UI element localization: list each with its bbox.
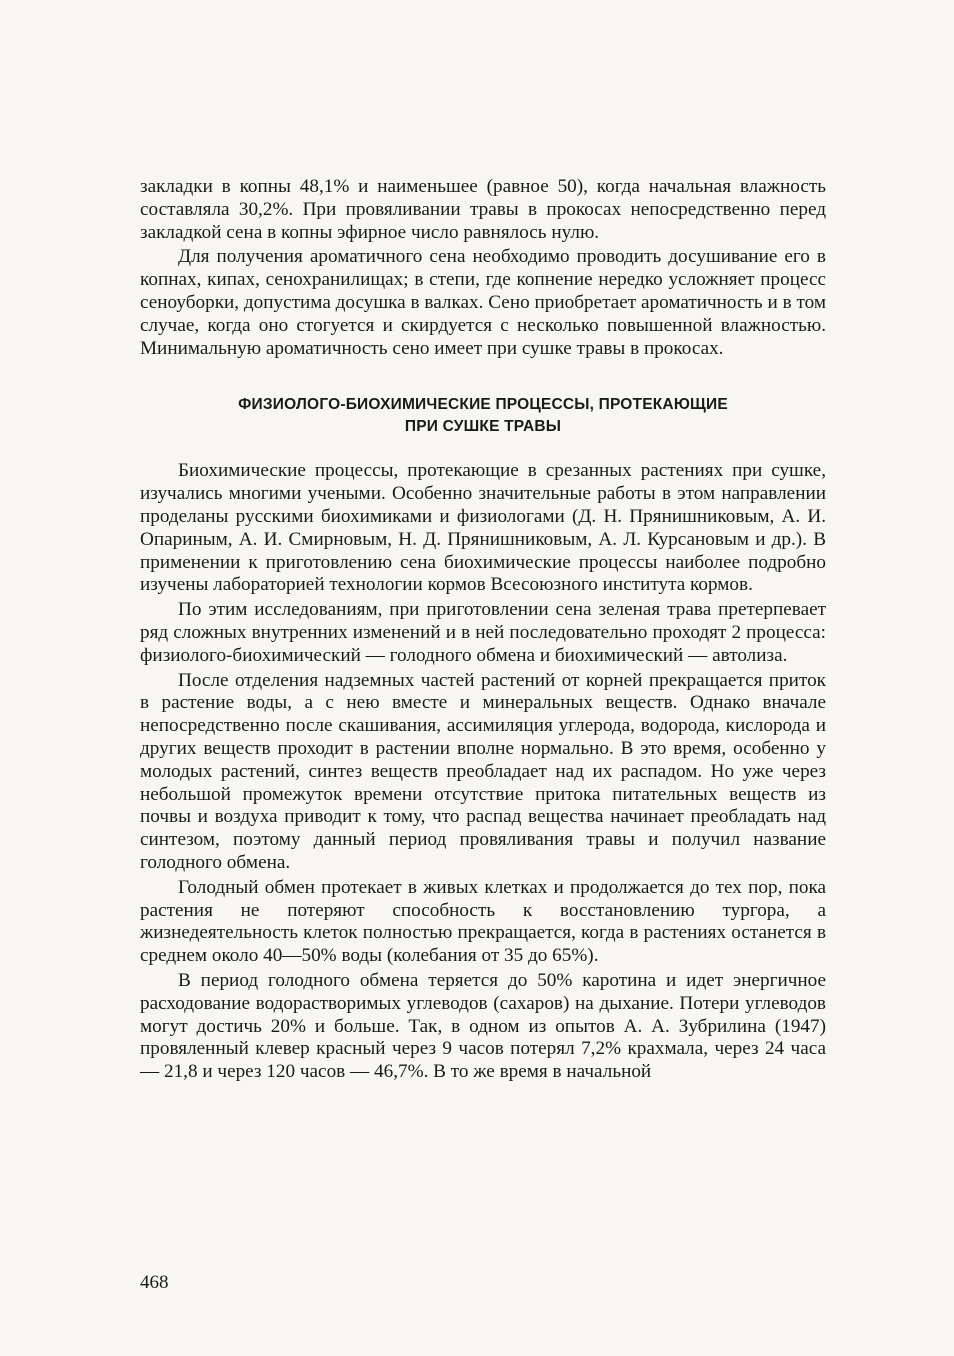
page-number: 468 <box>140 1272 169 1293</box>
section-heading <box>140 394 826 438</box>
paragraph-aromatic-hay: Для получения ароматичного сена необходимо проводить досушивание его в копнах, кипах, сенохранилищах; в степи, где копнение нередко усложняет процесс сеноуборки, допустима досушка в валках. Сено приобретает ароматичность и в том случае, когда оно стогуется и скирдуется с несколько повышенной влажностью. Минимальную ароматичность сено имеет при сушке травы в прокосах. <box>140 246 826 359</box>
section-heading-line-1: ФИЗИОЛОГО-БИОХИМИЧЕСКИЕ ПРОЦЕССЫ, ПРОТЕКАЮЩИЕ <box>238 396 728 414</box>
section-heading-line-2: ПРИ СУШКЕ ТРАВЫ <box>404 418 562 436</box>
paragraph-research: По этим исследованиям, при приготовлении сена зеленая трава претерпевает ряд сложных внутренних изменений и в ней последовательно проходят 2 процесса: физиолого-биохимический — голодного обмена и биохимический — автолиза. <box>140 599 826 666</box>
paragraph-carotene-loss: В период голодного обмена теряется до 50% каротина и идет энергичное расходование водорастворимых углеводов (сахаров) на дыхание. Потери углеводов могут достичь 20% и больше. Так, в одном из опытов А. А. Зубрилина (1947) провяленный клевер красный через 9 часов потерял 7,2% крахмала, через 24 часа — 21,8 и через 120 часов — 46,7%. В то же время в начальной <box>140 969 826 1083</box>
paragraph-biochemical-processes: Биохимические процессы, протекающие в срезанных растениях при сушке, изучались многими учеными. Особенно значительные работы в этом направлении проделаны русскими биохимиками и физиологами (Д. Н. Прянишниковым, А. И. Опариным, А. И. Смирновым, Н. Д. Прянишниковым, А. Л. Курсановым и др.). В применении к приготовлению сена биохимические процессы наиболее подробно изучены лабораторией технологии кормов Всесоюзного института кормов. <box>140 460 826 596</box>
paragraph-starvation-metabolism: Голодный обмен протекает в живых клетках и продолжается до тех пор, пока растения не потеряют способность к восстановлению тургора, а жизнедеятельность клеток полностью прекращается, когда в растениях останется в среднем около 40—50% воды (колебания от 35 до 65%). <box>140 876 826 967</box>
paragraph-continuation: закладки в копны 48,1% и наименьшее (равное 50), когда начальная влажность составляла 30,2%. При провяливании травы в прокосах непосредственно перед закладкой сена в копны эфирное число равнялось нулю. <box>140 176 826 243</box>
page-body <box>140 176 826 1084</box>
paragraph-separation: После отделения надземных частей растений от корней прекращается приток в растение воды, а с нею вместе и минеральных веществ. Однако вначале непосредственно после скашивания, ассимиляция углерода, водорода, кислорода и других веществ проходит в растении вполне нормально. В это время, особенно у молодых растений, синтез веществ преобладает над их распадом. Но уже через небольшой промежуток времени отсутствие притока питательных веществ из почвы и воздуха приводит к тому, что распад вещества начинает преобладать над синтезом, поэтому данный период провяливания травы и получил название голодного обмена. <box>140 669 826 873</box>
